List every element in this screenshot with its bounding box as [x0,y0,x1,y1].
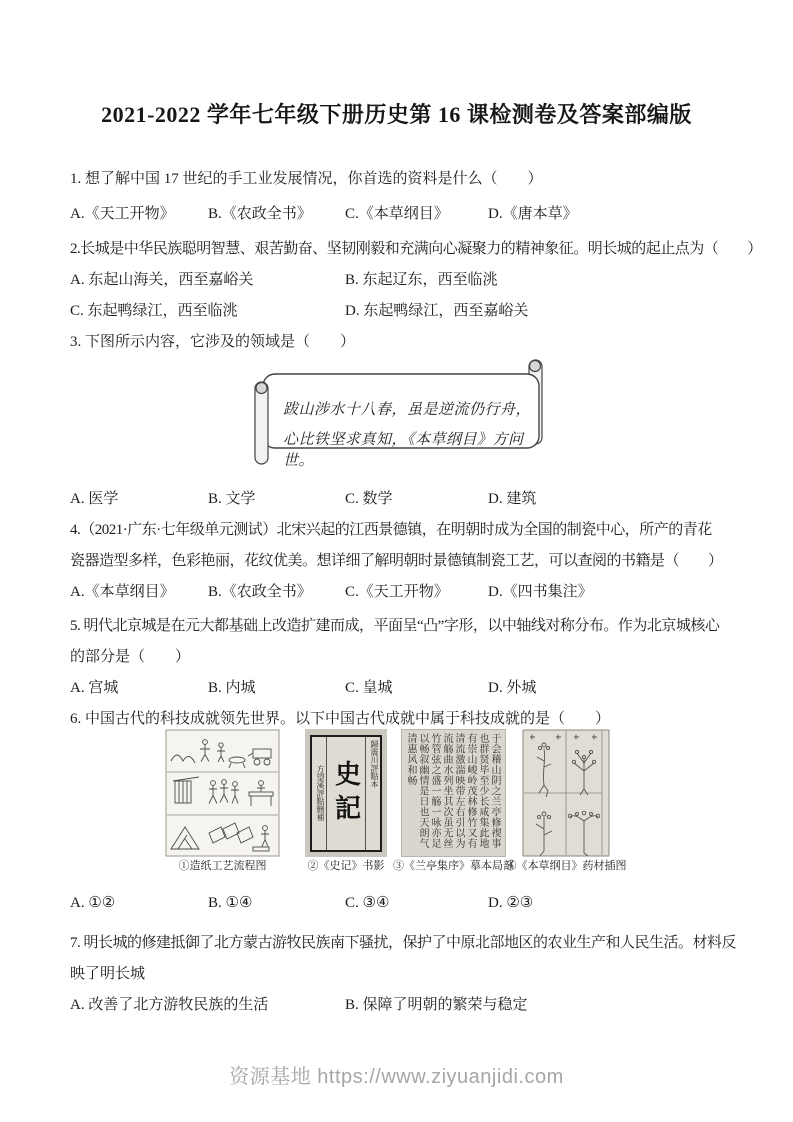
question-2-text: 2.长城是中华民族聪明智慧、艰苦勤奋、坚韧刚毅和充满向心凝聚力的精神象征。明长城的起止点为（ ） [70,241,762,257]
shiji-cover-image [305,729,387,857]
question-1-options [70,197,723,228]
question-4-text-line2: 瓷器造型多样，色彩艳丽，花纹优美。想详细了解明朝时景德镇制瓷工艺，可以查阅的书籍是（ ） [70,553,723,569]
bencao-herbs-drawing [522,729,610,857]
footer-link[interactable]: 资源基地 https://www.ziyuanjidi.com [229,1066,564,1088]
q4-option-a: A.《本草纲目》 [70,584,175,600]
q2-option-a: A. 东起山海关，西至嘉峪关 [70,272,254,288]
q5-option-d: D. 外城 [488,680,537,696]
lanting-calligraphy-text: 于会稽山阴之兰亭修禊事也群贤毕至少长咸集此地有崇山峻岭茂林修竹又有清流激湍映带左右引以为流觞曲水列坐其次虽无丝竹管弦之盛一觞一咏亦足以畅叙幽情是日也天朗气清惠风和畅 [405,733,500,849]
q6-option-a: A. ①② [70,895,116,911]
q6-option-c: C. ③④ [345,895,390,911]
figure-lanting-caption: ③《兰亭集序》摹本局部 [393,860,514,872]
q4-option-b: B.《农政全书》 [208,584,312,600]
q1-option-d: D.《唐本草》 [488,206,578,222]
q3-option-d: D. 建筑 [488,491,537,507]
q2-option-d: D. 东起鸭绿江，西至嘉峪关 [345,303,529,319]
shiji-cover-right-text: 歸震川評點本 [370,740,379,788]
q6-option-d: D. ②③ [488,895,534,911]
question-7-text-line1: 7. 明长城的修建抵御了北方蒙古游牧民族南下骚扰，保护了中原北部地区的农业生产和人民生活。材料反 [70,935,737,951]
q6-option-b: B. ①④ [208,895,253,911]
scroll-right-knob [530,361,541,372]
figure-papermaking [165,729,280,875]
shiji-cover-title: 史記 [331,759,361,828]
question-5-text-line2: 的部分是（ ） [70,649,191,665]
q5-option-b: B. 内城 [208,680,256,696]
q2-option-c: C. 东起鸭绿江，西至临洮 [70,303,238,319]
q2-option-b: B. 东起辽东，西至临洮 [345,272,498,288]
question-7-text-line2: 映了明长城 [70,966,146,982]
question-4-options [70,575,723,606]
q4-option-d: D.《四书集注》 [488,584,593,600]
question-3-text: 3. 下图所示内容，它涉及的领域是（ ） [70,334,356,350]
q3-option-c: C. 数学 [345,491,393,507]
q1-option-a: A.《天工开物》 [70,206,175,222]
q5-option-c: C. 皇城 [345,680,393,696]
question-6-options [70,887,723,918]
q1-option-b: B.《农政全书》 [208,206,312,222]
scroll-poem-line-1: 跋山涉水十八春，虽是逆流仍行舟， [283,402,532,418]
scroll-left-knob [256,383,267,394]
q1-option-c: C.《本草纲目》 [345,206,449,222]
papermaking-drawing [165,729,280,857]
site-footer [0,1060,793,1088]
question-6-figures [165,729,723,875]
question-4-text-line1: 4.（2021·广东·七年级单元测试）北宋兴起的江西景德镇，在明朝时成为全国的制瓷中心，所产的青花 [70,522,712,538]
page-title: 2021-2022 学年七年级下册历史第 16 课检测卷及答案部编版 [101,102,692,127]
figure-shiji-cover [305,729,387,875]
lanting-image [401,729,506,857]
shiji-cover-frame [310,735,382,852]
figure-shiji-caption: ②《史记》书影 [307,860,385,872]
q7-option-a: A. 改善了北方游牧民族的生活 [70,997,269,1013]
q3-option-b: B. 文学 [208,491,256,507]
figure-scroll-banner [253,358,545,468]
question-6-text: 6. 中国古代的科技成就领先世界。以下中国古代成就中属于科技成就的是（ ） [70,711,611,727]
q3-option-a: A. 医学 [70,491,119,507]
question-5-text-line1: 5. 明代北京城是在元大都基础上改造扩建而成，平面呈“凸”字形，以中轴线对称分布。作为北京城核心 [70,618,720,634]
question-3-options [70,482,723,513]
scroll-left-roll [255,382,268,464]
figure-bencao-herbs [505,729,627,875]
shiji-cover-title-wrap [326,737,366,850]
figure-bencao-caption: ④《本草纲目》药材插图 [505,860,627,872]
q7-option-b: B. 保障了明朝的繁荣与稳定 [345,997,528,1013]
shiji-cover-left-text: 方望溪評點删補 [316,765,325,821]
question-2-options-cd [70,294,723,325]
question-5-options [70,671,723,702]
question-1-text: 1. 想了解中国 17 世纪的手工业发展情况，你首选的资料是什么（ ） [70,171,543,187]
figure-lanting [393,729,514,875]
figure-papermaking-caption: ①造纸工艺流程图 [178,860,267,872]
q4-option-c: C.《天工开物》 [345,584,449,600]
scroll-poem-line-2: 心比铁坚求真知，《本草纲目》方问世。 [283,432,524,469]
q5-option-a: A. 宫城 [70,680,119,696]
question-2-options-ab [70,263,723,294]
question-7-options [70,988,723,1019]
